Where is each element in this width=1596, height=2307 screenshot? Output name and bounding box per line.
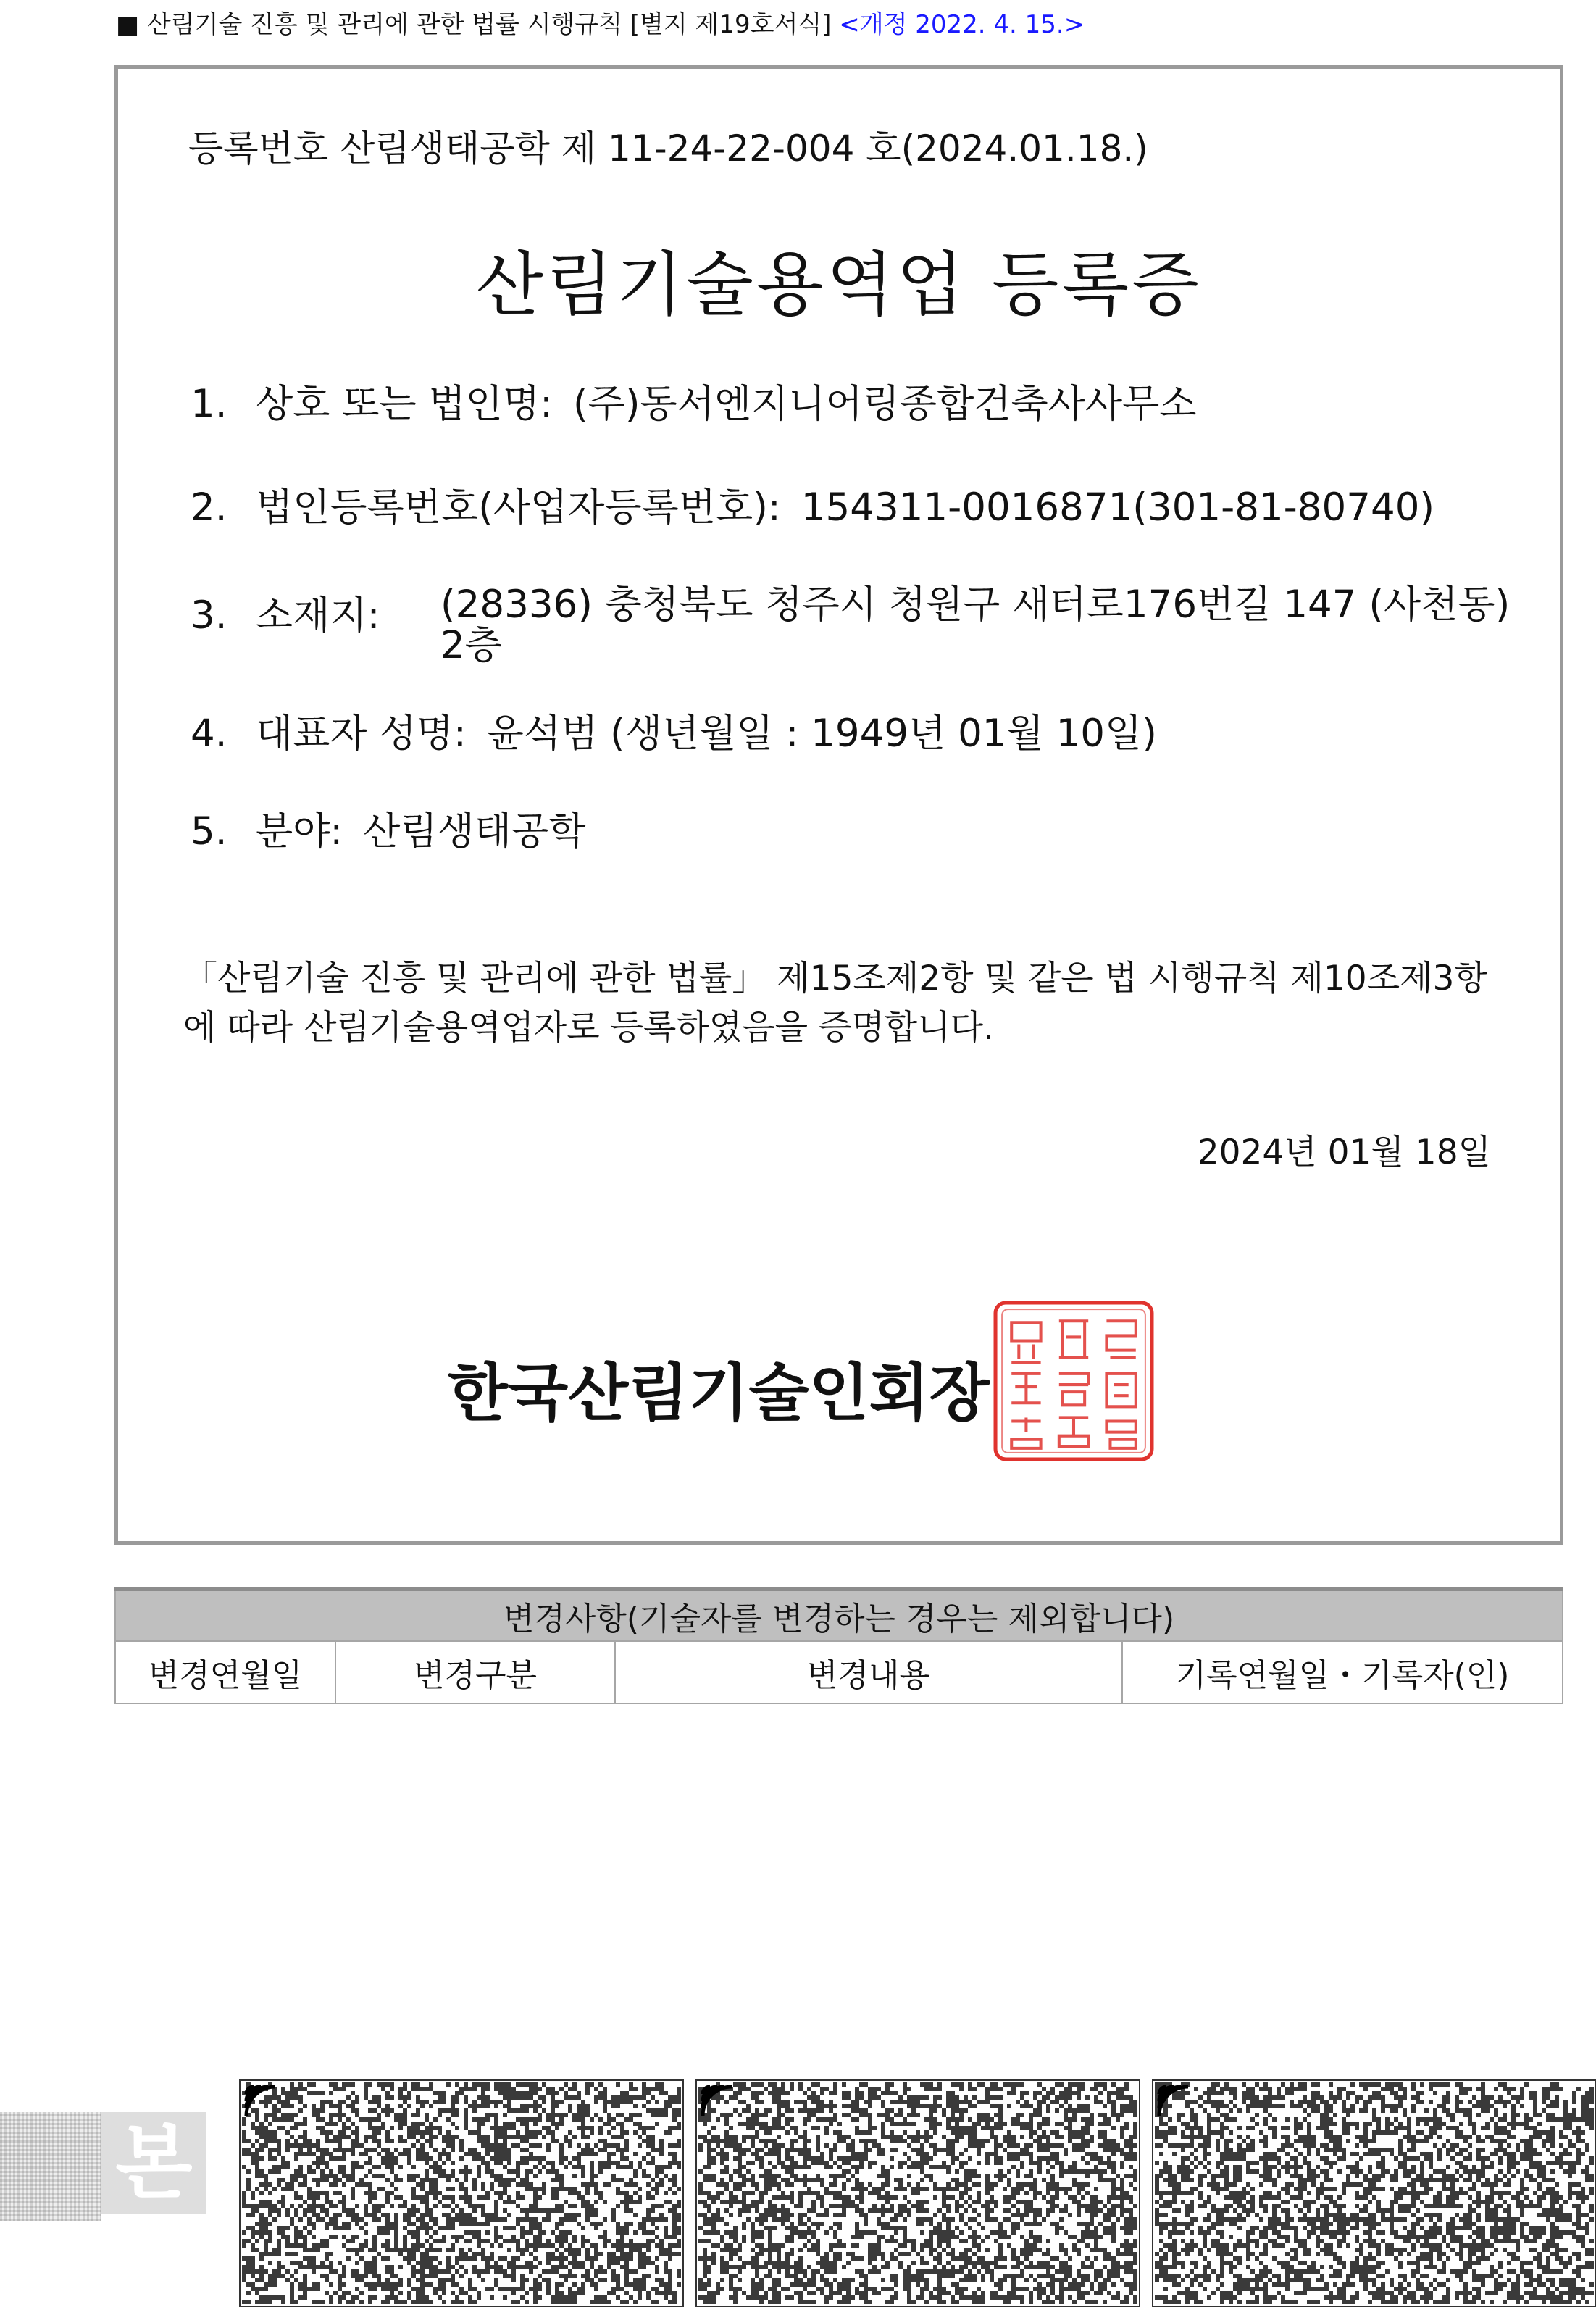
changes-table	[114, 1587, 1563, 1704]
item-label: 상호 또는 법인명:	[256, 382, 553, 426]
2d-barcode-icon	[239, 2079, 684, 2307]
registration-number: 등록번호 산림생태공학 제 11-24-22-004 호(2024.01.18.)	[188, 128, 1148, 170]
changes-table-title: 변경사항(기술자를 변경하는 경우는 제외합니다)	[115, 1589, 1563, 1641]
item-number: 1.	[191, 382, 227, 426]
changes-table-title-row	[115, 1589, 1563, 1641]
item-number: 3.	[191, 593, 227, 638]
column-header: 변경연월일	[115, 1641, 335, 1703]
certificate-frame	[114, 65, 1563, 1545]
item-field	[191, 801, 585, 856]
changes-table-header-row	[115, 1641, 1563, 1703]
item-company-name	[191, 373, 1196, 428]
item-value: 154311-0016871(301-81-80740)	[801, 485, 1435, 530]
column-header: 기록연월일・기록자(인)	[1122, 1641, 1563, 1703]
column-header: 변경내용	[615, 1641, 1122, 1703]
official-seal-icon	[993, 1301, 1154, 1461]
original-copy-mark	[0, 2112, 210, 2221]
item-representative	[191, 703, 1157, 758]
mini-barcode-icon	[0, 2112, 101, 2221]
item-label: 분야:	[256, 809, 343, 854]
item-address	[191, 583, 1511, 667]
item-number: 5.	[191, 809, 227, 854]
2d-barcode-icon	[1152, 2079, 1596, 2307]
item-value: (28336) 충청북도 청주시 청원구 새터로176번길 147 (사천동) 2층	[440, 583, 1511, 667]
item-registration-number	[191, 477, 1434, 532]
column-header: 변경구분	[335, 1641, 615, 1703]
original-stamp-text: 본	[101, 2112, 206, 2214]
certification-statement: 「산림기술 진흥 및 관리에 관한 법률」 제15조제2항 및 같은 법 시행규칙 제10조제3항에 따라 산림기술용역업자로 등록하였음을 증명합니다.	[183, 959, 1487, 1048]
item-number: 4.	[191, 712, 227, 756]
issuer-name: 한국산림기술인회장	[448, 1357, 990, 1430]
item-value: 윤석범 (생년월일 : 1949년 01월 10일)	[486, 712, 1157, 756]
issue-date: 2024년 01월 18일	[1197, 1132, 1491, 1172]
form-header-text: ■ 산림기술 진흥 및 관리에 관한 법률 시행규칙 [별지 제19호서식]	[116, 10, 832, 39]
form-amendment-note: <개정 2022. 4. 15.>	[839, 10, 1085, 39]
certificate-title: 산림기술용역업 등록증	[476, 244, 1202, 325]
item-label: 소재지:	[256, 593, 380, 638]
item-label: 법인등록번호(사업자등록번호):	[256, 485, 781, 530]
item-value: 산림생태공학	[363, 809, 586, 854]
item-value: (주)동서엔지니어링종합건축사사무소	[572, 382, 1197, 426]
item-label: 대표자 성명:	[256, 712, 467, 756]
item-number: 2.	[191, 485, 227, 530]
form-header	[116, 4, 1085, 40]
2d-barcode-icon	[695, 2079, 1140, 2307]
